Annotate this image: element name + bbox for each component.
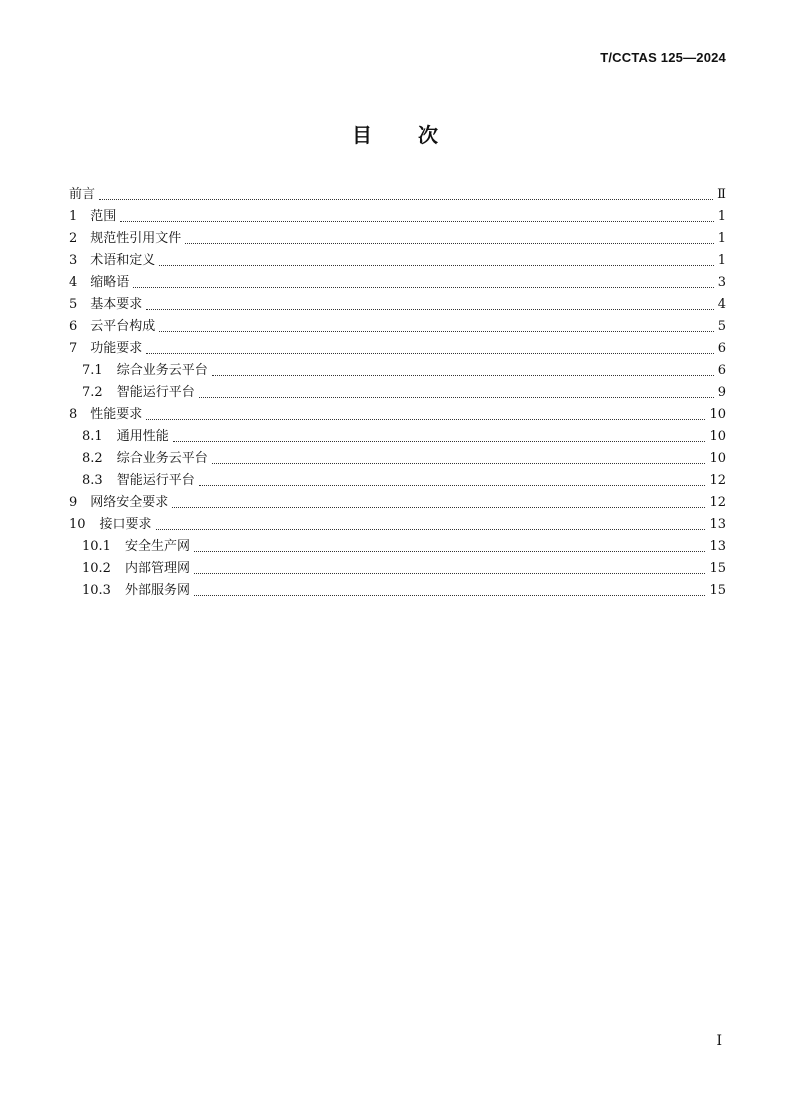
toc-entry-page: 10 [709, 451, 726, 466]
toc-entry[interactable] [69, 558, 726, 580]
toc-entry-page: 12 [709, 473, 726, 488]
toc-entry-page: 10 [709, 407, 726, 422]
toc-entry-label: 规范性引用文件 [90, 231, 182, 246]
toc-dot-leader [212, 360, 714, 382]
page-number: Ⅰ [716, 1033, 722, 1049]
toc-entry-page: 15 [709, 583, 726, 598]
toc-entry-page: Ⅱ [717, 187, 726, 202]
toc-entry-number: 10.2 [82, 561, 111, 576]
toc-dot-leader [146, 338, 713, 360]
toc-entry-number: 6 [69, 319, 78, 334]
toc-entry-number: 8 [69, 407, 78, 422]
toc-dot-leader [99, 184, 713, 206]
toc-entry-label: 网络安全要求 [90, 495, 169, 510]
toc-entry-label: 安全生产网 [124, 539, 190, 554]
table-of-contents [69, 184, 726, 602]
toc-entry-page: 1 [717, 209, 726, 224]
toc-dot-leader [185, 228, 713, 250]
toc-entry-label: 缩略语 [90, 275, 130, 290]
toc-entry-number: 7 [69, 341, 78, 356]
toc-entry[interactable] [69, 228, 726, 250]
toc-entry-page: 6 [717, 363, 726, 378]
toc-dot-leader [194, 558, 705, 580]
toc-entry[interactable] [69, 514, 726, 536]
page-title [0, 119, 790, 148]
toc-entry-label: 综合业务云平台 [116, 451, 208, 466]
toc-dot-leader [156, 514, 706, 536]
toc-dot-leader [199, 382, 714, 404]
toc-dot-leader [172, 492, 705, 514]
toc-entry-number: 1 [69, 209, 78, 224]
toc-entry-number: 3 [69, 253, 78, 268]
toc-entry[interactable] [69, 294, 726, 316]
toc-entry-number: 2 [69, 231, 78, 246]
toc-entry-number: 4 [69, 275, 78, 290]
toc-entry-label: 外部服务网 [124, 583, 190, 598]
toc-entry[interactable] [69, 426, 726, 448]
toc-entry-number: 7.2 [82, 385, 103, 400]
toc-entry[interactable] [69, 492, 726, 514]
toc-entry-label: 智能运行平台 [116, 385, 195, 400]
toc-entry-label: 基本要求 [90, 297, 143, 312]
toc-dot-leader [120, 206, 713, 228]
toc-entry-number: 8.2 [82, 451, 103, 466]
toc-entry-label: 性能要求 [90, 407, 143, 422]
toc-entry-page: 3 [717, 275, 726, 290]
toc-entry-page: 15 [709, 561, 726, 576]
toc-entry-label: 内部管理网 [124, 561, 190, 576]
toc-entry-label: 范围 [90, 209, 117, 224]
toc-entry[interactable] [69, 382, 726, 404]
toc-entry-number: 10.3 [82, 583, 111, 598]
toc-dot-leader [146, 404, 705, 426]
toc-entry[interactable] [69, 272, 726, 294]
toc-dot-leader [133, 272, 713, 294]
toc-entry-number: 8.3 [82, 473, 103, 488]
toc-entry-page: 5 [717, 319, 726, 334]
toc-entry-page: 4 [717, 297, 726, 312]
toc-entry[interactable] [69, 536, 726, 558]
toc-entry[interactable] [69, 184, 726, 206]
toc-dot-leader [199, 470, 706, 492]
toc-dot-leader [146, 294, 713, 316]
toc-dot-leader [212, 448, 706, 470]
toc-entry-number: 10.1 [82, 539, 111, 554]
title-char-2: 次 [418, 123, 438, 147]
toc-dot-leader [194, 536, 705, 558]
toc-entry[interactable] [69, 448, 726, 470]
toc-dot-leader [159, 250, 713, 272]
toc-entry[interactable] [69, 404, 726, 426]
toc-entry[interactable] [69, 360, 726, 382]
toc-entry-label: 综合业务云平台 [116, 363, 208, 378]
document-id: T/CCTAS 125—2024 [600, 50, 726, 65]
toc-entry-label: 接口要求 [99, 517, 152, 532]
toc-entry[interactable] [69, 338, 726, 360]
toc-entry-number: 10 [69, 517, 86, 532]
toc-entry-page: 1 [717, 231, 726, 246]
toc-dot-leader [173, 426, 706, 448]
toc-entry[interactable] [69, 470, 726, 492]
toc-entry-page: 10 [709, 429, 726, 444]
toc-entry-number: 9 [69, 495, 78, 510]
toc-entry-label: 术语和定义 [90, 253, 156, 268]
toc-entry[interactable] [69, 206, 726, 228]
toc-entry-page: 1 [717, 253, 726, 268]
toc-entry-label: 智能运行平台 [116, 473, 195, 488]
toc-entry-label: 功能要求 [90, 341, 143, 356]
toc-dot-leader [159, 316, 713, 338]
toc-entry[interactable] [69, 316, 726, 338]
toc-entry-page: 13 [709, 517, 726, 532]
toc-entry-number: 5 [69, 297, 78, 312]
toc-entry[interactable] [69, 580, 726, 602]
toc-entry-number: 8.1 [82, 429, 103, 444]
toc-entry-page: 6 [717, 341, 726, 356]
title-char-1: 目 [352, 123, 372, 147]
toc-entry-page: 12 [709, 495, 726, 510]
toc-entry-label: 通用性能 [116, 429, 169, 444]
toc-entry-page: 13 [709, 539, 726, 554]
toc-entry-page: 9 [717, 385, 726, 400]
toc-entry-label: 前言 [69, 187, 96, 202]
toc-dot-leader [194, 580, 705, 602]
toc-entry-label: 云平台构成 [90, 319, 156, 334]
toc-entry[interactable] [69, 250, 726, 272]
toc-entry-number: 7.1 [82, 363, 103, 378]
